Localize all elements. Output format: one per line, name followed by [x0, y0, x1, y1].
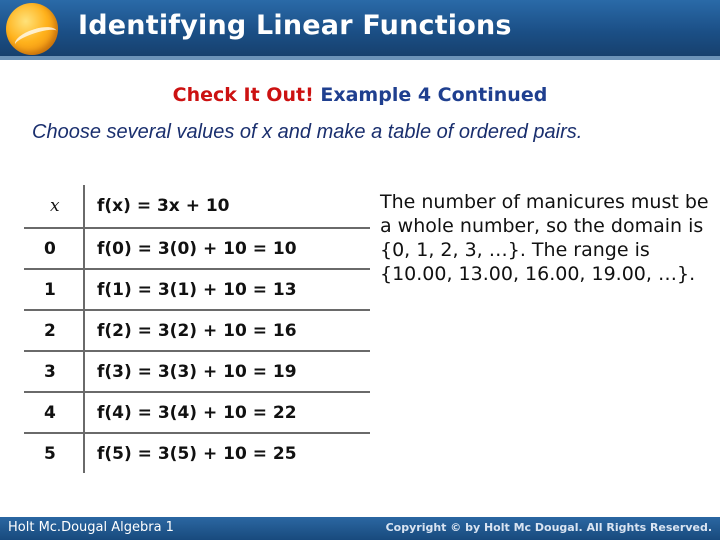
table-row	[24, 433, 370, 473]
cell-x: 3	[24, 351, 84, 392]
cell-x: 4	[24, 392, 84, 433]
cell-x: 1	[24, 269, 84, 310]
header-accent-line	[0, 56, 720, 60]
table-header-row	[24, 185, 370, 228]
cell-x: 0	[24, 228, 84, 269]
table-row	[24, 228, 370, 269]
table-row	[24, 392, 370, 433]
table-row	[24, 269, 370, 310]
check-it-out-label: Check It Out!	[172, 84, 314, 106]
instruction-text: Choose several values of x and make a table of ordered pairs.	[32, 121, 583, 143]
header-bar	[0, 0, 720, 58]
cell-fx: f(0) = 3(0) + 10 = 10	[84, 228, 370, 269]
cell-x: 5	[24, 433, 84, 473]
header-x: x	[24, 185, 84, 228]
example-label: Example 4 Continued	[320, 84, 548, 106]
domain-range-note: The number of manicures must be a whole number, so the domain is {0, 1, 2, 3, …}. The range is {10.00, 13.00, 16.00, 19.00, …}.	[380, 191, 709, 285]
cell-fx: f(1) = 3(1) + 10 = 13	[84, 269, 370, 310]
holt-logo-icon	[6, 3, 58, 55]
ordered-pairs-table	[24, 185, 370, 473]
table-row	[24, 310, 370, 351]
cell-x: 2	[24, 310, 84, 351]
page-title: Identifying Linear Functions	[78, 10, 512, 41]
example-heading	[0, 84, 720, 106]
header-fx: f(x) = 3x + 10	[84, 185, 370, 228]
cell-fx: f(4) = 3(4) + 10 = 22	[84, 392, 370, 433]
logo-swoosh	[12, 23, 58, 54]
table-row	[24, 351, 370, 392]
footer-bar	[0, 517, 720, 540]
footer-publisher: Holt Mc.Dougal Algebra 1	[8, 520, 174, 535]
cell-fx: f(2) = 3(2) + 10 = 16	[84, 310, 370, 351]
cell-fx: f(3) = 3(3) + 10 = 19	[84, 351, 370, 392]
footer-copyright: Copyright © by Holt Mc Dougal. All Rights Reserved.	[385, 521, 712, 534]
cell-fx: f(5) = 3(5) + 10 = 25	[97, 443, 297, 464]
